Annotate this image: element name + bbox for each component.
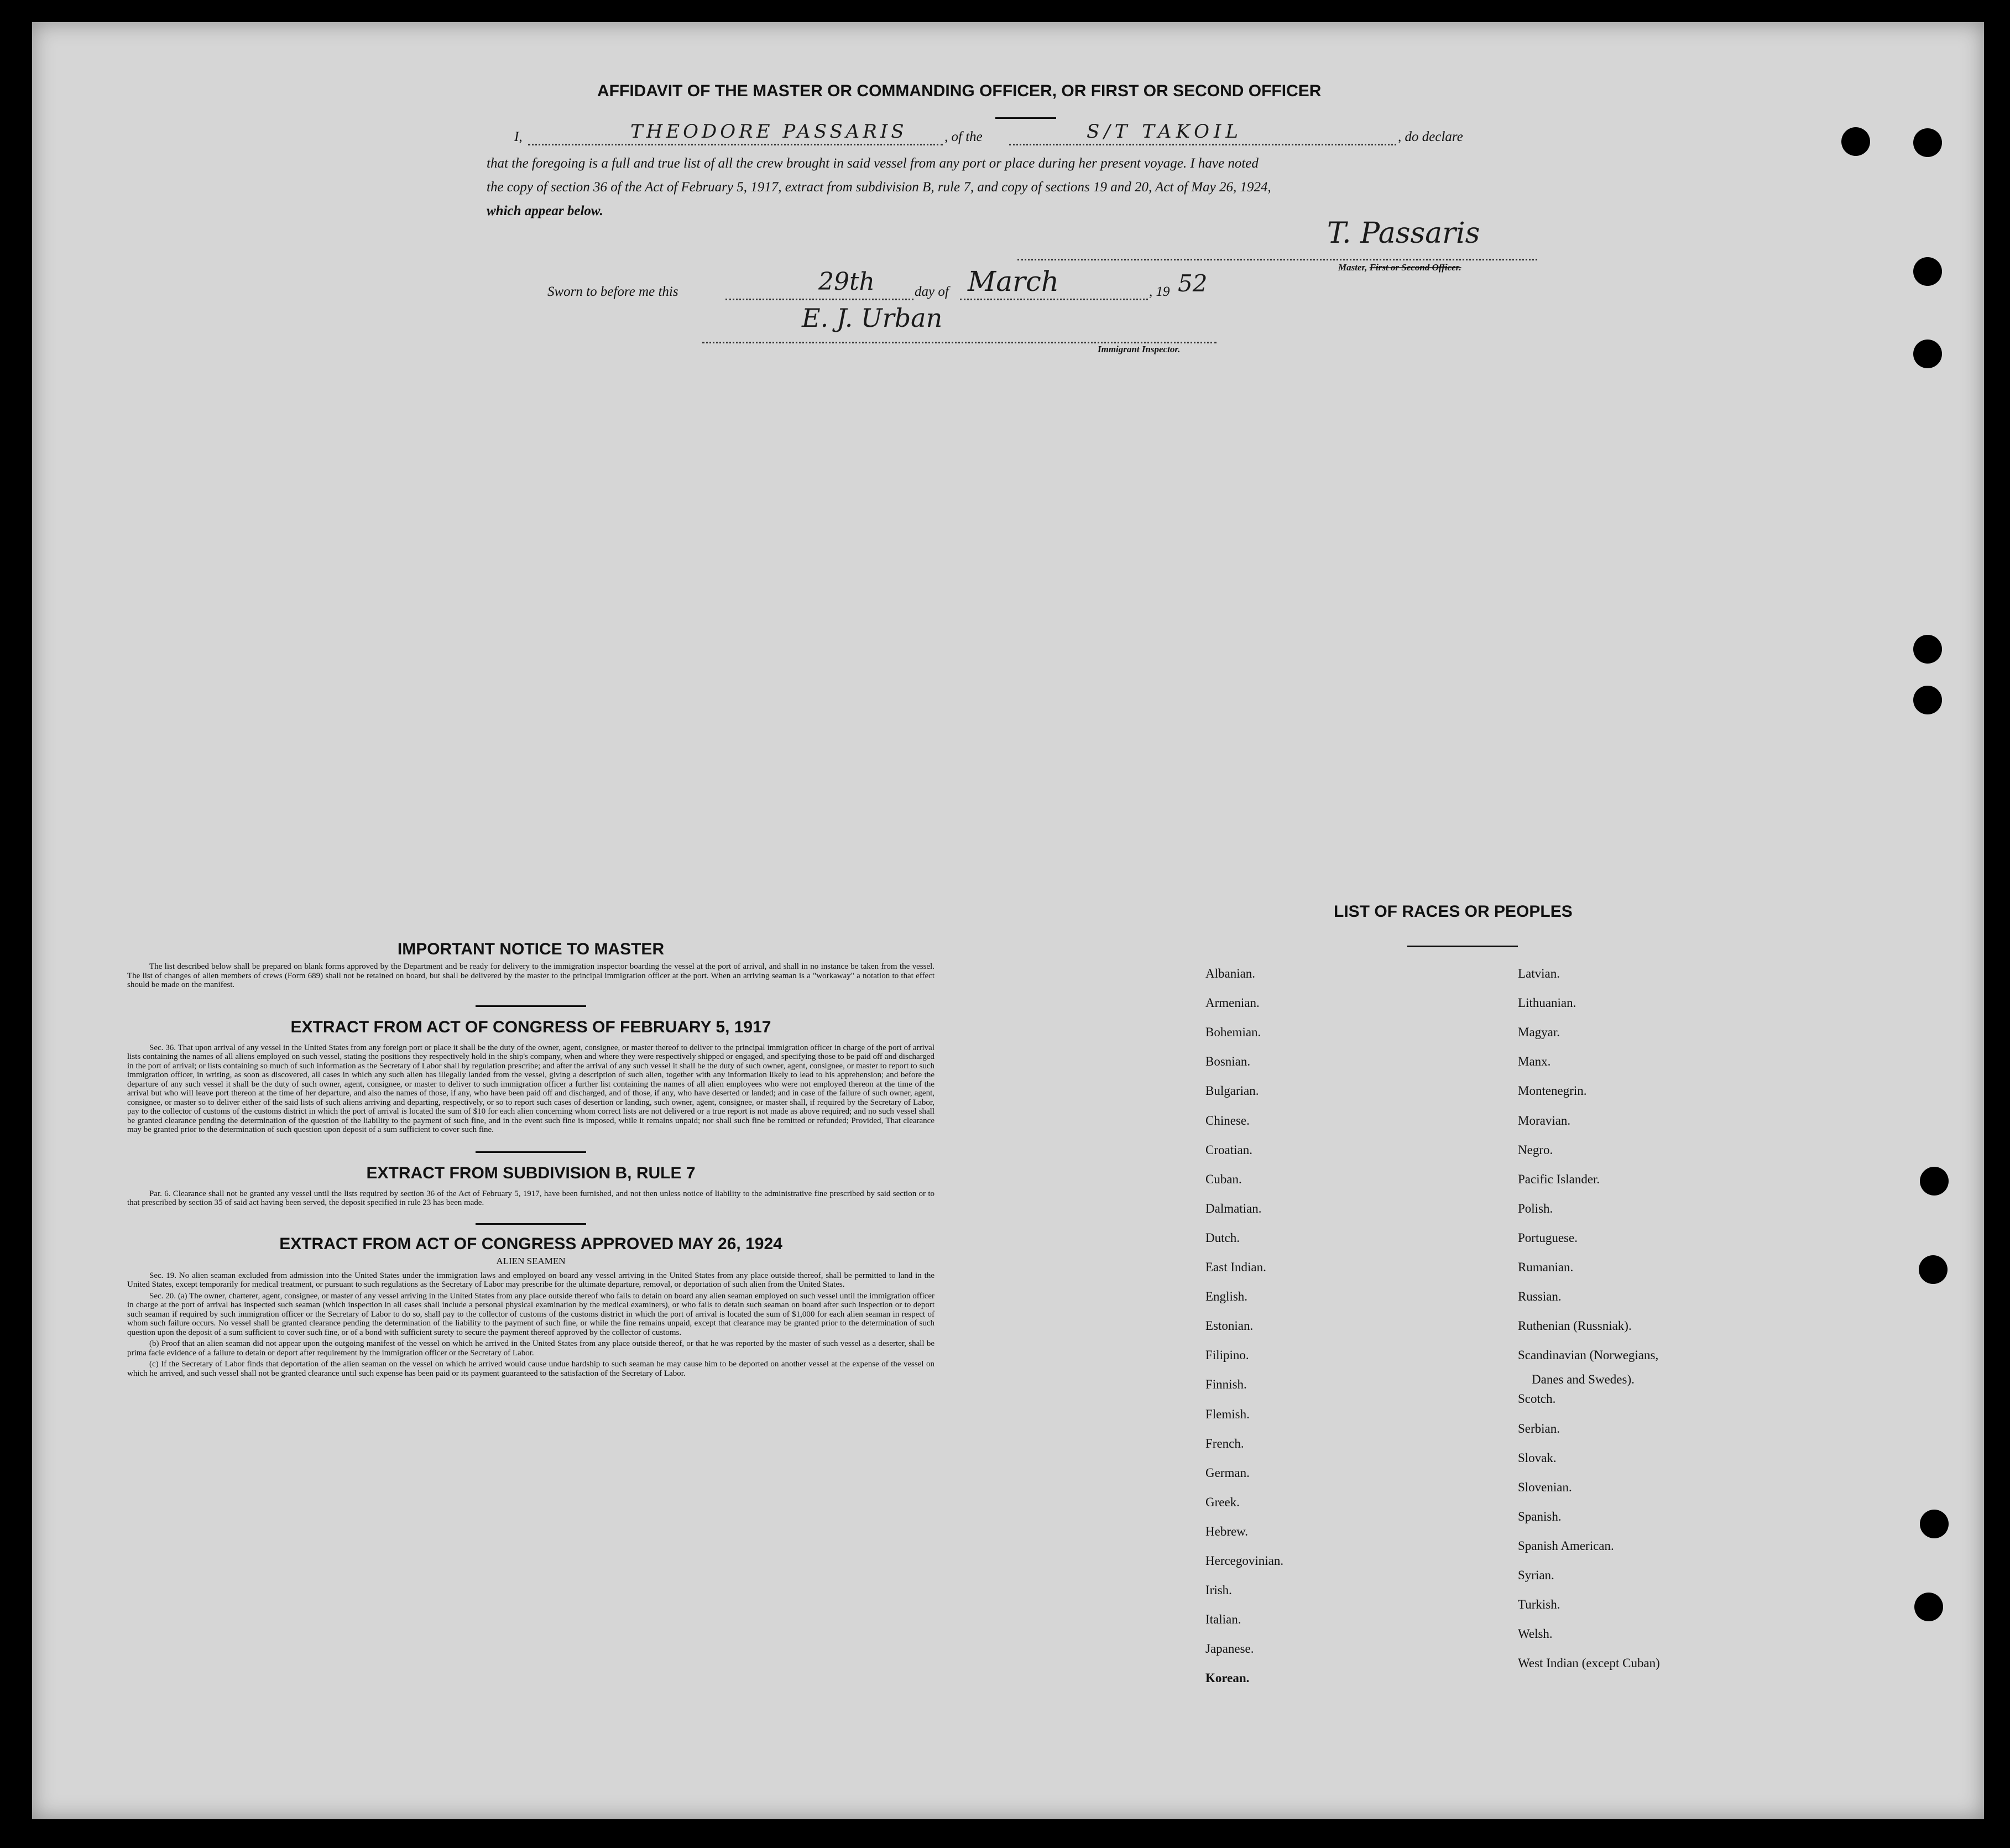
notice-heading: IMPORTANT NOTICE TO MASTER <box>397 940 665 958</box>
race-item: Ruthenian (Russniak). <box>1518 1319 1632 1333</box>
inspector-caption: Immigrant Inspector. <box>1098 344 1181 354</box>
affidavit-line-4: which appear below. <box>487 203 603 218</box>
extract-1924-subheading: ALIEN SEAMEN <box>496 1255 566 1266</box>
punch-hole <box>1920 1167 1949 1196</box>
race-item: Slovak. <box>1518 1450 1557 1465</box>
race-item: Moravian. <box>1518 1113 1571 1127</box>
race-item: Polish. <box>1518 1201 1553 1215</box>
race-item: Estonian. <box>1205 1319 1254 1333</box>
extract-rule7-heading: EXTRACT FROM SUBDIVISION B, RULE 7 <box>366 1163 696 1182</box>
affidavit-title: AFFIDAVIT OF THE MASTER OR COMMANDING OFFICER, OR FIRST OR SECOND OFFICER <box>597 82 1322 100</box>
race-item: Bosnian. <box>1205 1054 1251 1069</box>
sworn-year-handwritten: 52 <box>1178 270 1208 297</box>
master-name-handwritten: THEODORE PASSARIS <box>630 121 907 143</box>
affidavit-line-3: the copy of section 36 of the Act of February 5, 1917, extract from subdivision B, rule 7, and copy of sections 19 and 20, Act of May 26, 1924, <box>487 180 1271 195</box>
year-prefix: , 19 <box>1149 284 1170 299</box>
punch-hole <box>1919 1255 1948 1284</box>
day-of-label: day of <box>915 284 949 299</box>
race-item: German. <box>1205 1465 1250 1480</box>
race-item: Lithuanian. <box>1518 996 1576 1010</box>
race-item: Montenegrin. <box>1518 1084 1587 1098</box>
race-item: Spanish. <box>1518 1509 1562 1523</box>
sworn-line <box>547 265 1239 304</box>
race-item: Portuguese. <box>1518 1230 1578 1245</box>
race-item: Flemish. <box>1205 1407 1250 1421</box>
race-item: Magyar. <box>1518 1025 1560 1040</box>
extract-1917-text: Sec. 36. That upon arrival of any vessel in the United States from any foreign port or place it shall be the duty of the owner, agent, consignee, or master thereof to deliver to the principal immigration officer in charge of the port of arrival lists containing the names of all aliens employed on such vessel, stating the positions they respectively hold in the ship's company, when and where they were respectively shipped or engaged, and specifying those to be paid off and discharged in the port of arrival; or lists containing so much of such information as the Secretary of Labor shall by regulation prescribe; and after the arrival of any such vessel it shall be the duty of such owner, agent, consignee, or master to report to such immigration officer, in writing, as soon as discovered, all cases in which any such alien has illegally landed from the vessel, giving a description of such alien, together with any information likely to lead to his apprehension; and before the departure of any such vessel it shall be the duty of such owner, agent, consignee, or master to deliver to such immigration officer a further list containing the names of all alien employees who were not employed thereon at the time of the arrival but who will leave port thereon at the time of her departure, and also the names of those, if any, who have been paid off and discharged, and of those, if any, who have deserted or landed; and in case of the failure of such owner, agent, consignee, or master so to deliver either of the said lists of such aliens arriving and departing, respectively, or so to report such cases of desertion or landing, such owner, agent, consignee, or master shall, if required by the Secretary of Labor, pay to the collector of customs of the customs district in which the port of arrival is located the sum of $10 for each alien concerning whom correct lists are not delivered or a true report is not made as above required; and no such vessel shall be granted clearance pending the determination of the question of the liability to the payment of such fine, and in the event such fine is imposed, while it remains unpaid; nor shall such fine be remitted or refunded; Provided, That clearance may be granted prior to the determination of such question upon deposit of a sum sufficient to cover such fine. <box>127 1043 934 1134</box>
sworn-label: Sworn to before me this <box>547 284 678 299</box>
punch-hole <box>1913 128 1942 157</box>
race-item: Italian. <box>1205 1612 1241 1627</box>
race-item: Finnish. <box>1205 1377 1247 1392</box>
race-item: Chinese. <box>1205 1113 1250 1127</box>
punch-hole <box>1914 1593 1943 1621</box>
races-heading: LIST OF RACES OR PEOPLES <box>1334 902 1573 921</box>
sworn-month-handwritten: March <box>968 265 1059 297</box>
extract-1924-heading: EXTRACT FROM ACT OF CONGRESS APPROVED MAY 26, 1924 <box>279 1234 782 1253</box>
divider <box>476 1223 586 1225</box>
race-item: Scandinavian (Norwegians, <box>1518 1348 1659 1362</box>
race-item: Manx. <box>1518 1054 1551 1069</box>
race-item: Hercegovinian. <box>1205 1554 1284 1568</box>
race-item: Albanian. <box>1205 967 1256 980</box>
punch-hole <box>1913 340 1942 368</box>
race-item: English. <box>1205 1290 1248 1304</box>
extract-1924-sec20a: Sec. 20. (a) The owner, charterer, agent, consignee, or master of any vessel arriving in the United States from any place outside thereof who fails to detain on board any alien seaman employed on such vessel until the immigration officer in charge at the port of arrival has inspected such seaman (which inspection in all cases shall include a personal physical examination by the medical examiners), or who fails to detain such seaman on board after such inspection or to deport such seaman if required by such immigration officer or the Secretary of Labor to do so, shall pay to the collector of customs of the customs district in which the port of arrival is located the sum of $1,000 for each alien seaman in respect of whom such failure occurs. No vessel shall be granted clearance pending the determination of the liability to the payment of such fine, or while the fine remains unpaid, except that clearance may be granted prior to the determination of such question upon the deposit of a sum sufficient to cover such fine, or of a bond with sufficient surety to secure the payment thereof approved by the collector of customs. <box>127 1291 934 1337</box>
extract-1924-sec19: Sec. 19. No alien seaman excluded from admission into the United States under the immigration laws and employed on board any vessel arriving in the United States from any place outside thereof, shall be permitted to land in the United States, except temporarily for medical treatment, or pursuant to such regulations as the Secretary of Labor may prescribe for the ultimate departure, removal, or deportation of such alien from the United States. <box>127 1271 934 1289</box>
race-item: Slovenian. <box>1518 1480 1572 1494</box>
i-label: I, <box>514 129 523 144</box>
vessel-name-handwritten: S/T TAKOIL <box>1087 121 1242 143</box>
race-item: Pacific Islander. <box>1518 1172 1600 1186</box>
race-item: West Indian (except Cuban) <box>1518 1656 1660 1670</box>
race-item: Negro. <box>1518 1142 1553 1157</box>
punch-hole <box>1841 127 1870 156</box>
race-item: Danes and Swedes). <box>1532 1372 1635 1387</box>
affidavit-line-2: that the foregoing is a full and true list of all the crew brought in said vessel from any port or place during her present voyage. I have noted <box>487 156 1259 171</box>
do-declare-label: , do declare <box>1398 129 1463 144</box>
inspector-signature-line <box>702 326 1217 343</box>
divider <box>476 1005 586 1007</box>
inspector-signature: E. J. Urban <box>802 303 943 333</box>
race-item: Filipino. <box>1205 1348 1249 1362</box>
title-rule <box>995 117 1056 119</box>
race-item: Spanish American. <box>1518 1538 1614 1553</box>
divider <box>476 1151 586 1153</box>
sworn-day-handwritten: 29th <box>818 268 875 296</box>
race-item: Croatian. <box>1205 1142 1252 1157</box>
race-item: Rumanian. <box>1518 1260 1574 1274</box>
race-item: Irish. <box>1205 1583 1232 1598</box>
race-item: Greek. <box>1205 1495 1240 1509</box>
race-item: Scotch. <box>1518 1392 1556 1406</box>
of-the-label: , of the <box>944 129 983 144</box>
race-item: Cuban. <box>1205 1172 1242 1186</box>
race-item: Syrian. <box>1518 1568 1554 1582</box>
race-item: Latvian. <box>1518 967 1560 980</box>
punch-hole <box>1913 635 1942 664</box>
race-item: French. <box>1205 1436 1244 1450</box>
race-item: Japanese. <box>1205 1642 1254 1656</box>
race-item: Serbian. <box>1518 1421 1560 1435</box>
race-item: Welsh. <box>1518 1627 1553 1641</box>
punch-hole <box>1920 1510 1949 1538</box>
race-item: Dalmatian. <box>1205 1201 1262 1215</box>
extract-1924-sec20b: (b) Proof that an alien seaman did not appear upon the outgoing manifest of the vessel on which he arrived in the United States from any place outside thereof, or that he was reported by the master of such vessel as a deserter, shall be prima facie evidence of a failure to detain or deport after requirement by the immigration officer or the Secretary of Labor. <box>127 1339 934 1358</box>
master-caption-struck: First or Second Officer. <box>1369 262 1461 273</box>
notice-text: The list described below shall be prepared on blank forms approved by the Department and be ready for delivery to the immigration inspector boarding the vessel at the port of arrival, and shall in no instance be taken from the vessel. The list of changes of alien members of crews (Form 689) shall not be retained on board, but shall be delivered by the master to the principal immigration officer at the port. When an arriving seaman is a "workaway" a notation to that effect should be made on the manifest. <box>127 962 934 989</box>
race-item: Hebrew. <box>1205 1524 1249 1538</box>
notice-column <box>127 940 934 1378</box>
race-item: Turkish. <box>1518 1598 1560 1612</box>
master-caption-label: Master, <box>1338 262 1367 273</box>
race-item: Bohemian. <box>1205 1025 1261 1040</box>
race-item: East Indian. <box>1205 1260 1266 1274</box>
race-item: Bulgarian. <box>1205 1084 1259 1098</box>
affidavit-line-1 <box>514 121 1526 150</box>
race-item: Dutch. <box>1205 1230 1240 1245</box>
master-caption <box>1338 262 1461 273</box>
extract-1917-heading: EXTRACT FROM ACT OF CONGRESS OF FEBRUARY 5, 1917 <box>290 1017 771 1036</box>
master-signature: T. Passaris <box>1327 217 1480 250</box>
extract-1924-sec20c: (c) If the Secretary of Labor finds that deportation of the alien seaman on the vessel on which he arrived would cause undue hardship to such seaman he may cause him to be deported on another vessel at the expense of the vessel on which he arrived, and such vessel shall not be granted clearance until such expense has been paid or its payment guaranteed to the satisfaction of the Secretary of Labor. <box>127 1360 934 1378</box>
race-item: Russian. <box>1518 1290 1562 1304</box>
extract-rule7-text: Par. 6. Clearance shall not be granted any vessel until the lists required by section 36 of the Act of February 5, 1917, have been furnished, and not then unless notice of liability to the administrative fine prescribed by said section or to that prescribed by section 35 of said act having been served, the deposit specified in rule 23 has been made. <box>127 1189 934 1207</box>
punch-hole <box>1913 686 1942 714</box>
races-rule <box>1407 946 1518 947</box>
race-item: Armenian. <box>1205 996 1260 1010</box>
punch-hole <box>1913 257 1942 286</box>
race-item: Korean. <box>1205 1671 1250 1685</box>
